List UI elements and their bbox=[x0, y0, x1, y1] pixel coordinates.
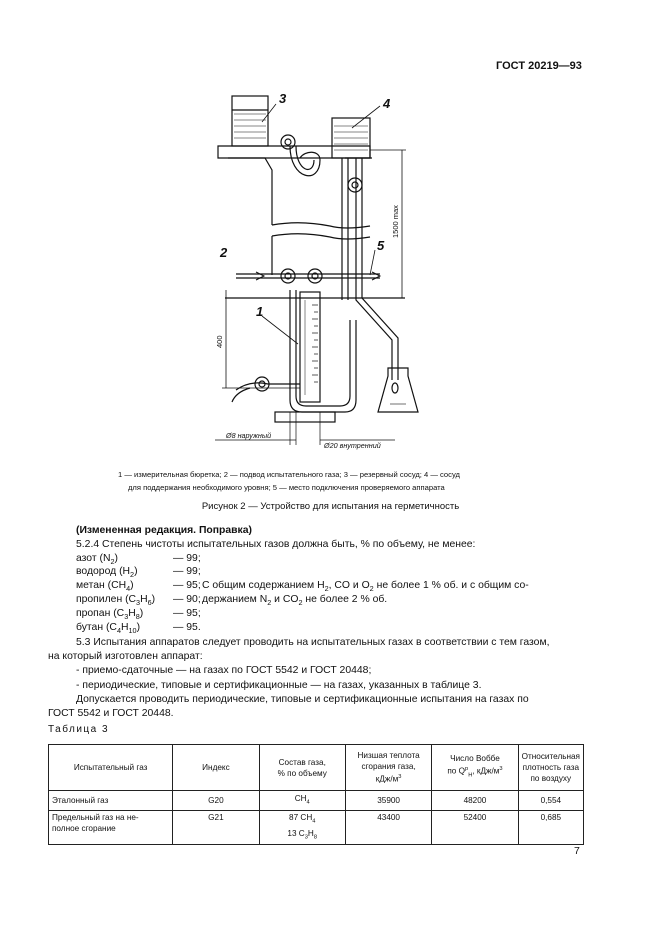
allowance-line-1: Допускается проводить периодические, типовые и сертификационные испытания на газах по bbox=[76, 694, 529, 705]
dimension-400: 400 bbox=[215, 335, 224, 348]
label-1: 1 bbox=[256, 304, 264, 319]
legend-line-1: 1 — измерительная бюретка; 2 — подвод испытательного газа; 3 — резервный сосуд; 4 — сосуд bbox=[118, 470, 460, 479]
gas-propylene-value: — 90; bbox=[173, 594, 201, 605]
list-item-periodic: - периодические, типовые и сертификационные — на газах, указанных в таблице 3. bbox=[76, 680, 482, 691]
standard-code: ГОСТ 20219—93 bbox=[496, 60, 582, 72]
label-3: 3 bbox=[279, 91, 287, 106]
cell-index: G20 bbox=[173, 791, 259, 811]
cell-composition: 87 $CH_4$ 13 $C_3H_8$ bbox=[259, 811, 345, 845]
cell-index: G21 bbox=[173, 811, 259, 845]
table-3 bbox=[48, 744, 584, 845]
figure-legend bbox=[118, 468, 538, 494]
gas-propane-value: — 95; bbox=[173, 608, 201, 619]
dimension-outer: Ø8 наружный bbox=[226, 431, 272, 440]
header-index: Индекс bbox=[173, 745, 259, 791]
page-number: 7 bbox=[574, 845, 580, 857]
allowance-line-2: ГОСТ 5542 и ГОСТ 20448. bbox=[48, 708, 174, 719]
paragraph-5-3-line-2: на который изготовлен аппарат: bbox=[48, 651, 203, 662]
dimension-1500: 1500 max bbox=[391, 205, 400, 238]
list-item-acceptance: - приемо-сдаточные — на газах по ГОСТ 5542 и ГОСТ 20448; bbox=[76, 665, 372, 676]
cell-gas: Эталонный газ bbox=[49, 791, 173, 811]
cell-wobbe: 52400 bbox=[432, 811, 518, 845]
label-4: 4 bbox=[383, 96, 391, 111]
gas-nitrogen-value: — 99; bbox=[173, 553, 201, 564]
table-header-row bbox=[49, 745, 584, 791]
gas-propylene: пропилен $(C_3H_6)$ bbox=[76, 594, 156, 608]
header-wobbe: Число Воббе по $Q^р_Н$, кДж/$м^3$ bbox=[432, 745, 518, 791]
cell-gas: Предельный газ на не- полное сгорание bbox=[49, 811, 173, 845]
table-row bbox=[49, 811, 584, 845]
gas-methane: метан $(CH_4)$ bbox=[76, 580, 134, 594]
dimension-inner: Ø20 внутренний bbox=[324, 441, 381, 450]
table-row bbox=[49, 791, 584, 811]
gas-nitrogen: азот $(N_2)$ bbox=[76, 553, 118, 567]
gas-hydrogen: водород $(H_2)$ bbox=[76, 566, 138, 580]
edition-note: (Измененная редакция. Поправка) bbox=[76, 525, 252, 536]
gas-methane-value: — 95; bbox=[173, 580, 201, 591]
label-2: 2 bbox=[220, 245, 228, 260]
gas-propane: пропан $(C_3H_8)$ bbox=[76, 608, 144, 622]
gas-butane: бутан $(C_4H_{10})$ bbox=[76, 622, 141, 636]
header-heat: Низшая теплота сгорания газа, кДж/$м^3$ bbox=[345, 745, 431, 791]
header-composition: Состав газа, % по объему bbox=[259, 745, 345, 791]
purity-note-line-2: держанием $N_2$ и $CO_2$ не более 2 % об. bbox=[202, 594, 388, 608]
gas-butane-value: — 95. bbox=[173, 622, 201, 633]
cell-heat: 35900 bbox=[345, 791, 431, 811]
header-density: Относительная плотность газа по воздуху bbox=[518, 745, 583, 791]
cell-composition: $CH_4$ bbox=[259, 791, 345, 811]
paragraph-5-3-line-1: 5.3 Испытания аппаратов следует проводить на испытательных газах в соответствии с тем газом, bbox=[76, 637, 550, 648]
gas-hydrogen-value: — 99; bbox=[173, 566, 201, 577]
legend-line-2: для поддержания необходимого уровня; 5 — место подключения проверяемого аппарата bbox=[128, 483, 445, 492]
cell-density: 0,685 bbox=[518, 811, 583, 845]
purity-note-line-1: С общим содержанием $H_2$, CO и $O_2$ не более 1 % об. и с общим со- bbox=[202, 580, 529, 594]
figure-title: Рисунок 2 — Устройство для испытания на герметичность bbox=[201, 501, 460, 512]
paragraph-5-2-4: 5.2.4 Степень чистоты испытательных газов должна быть, % по объему, не менее: bbox=[76, 539, 476, 550]
cell-density: 0,554 bbox=[518, 791, 583, 811]
cell-wobbe: 48200 bbox=[432, 791, 518, 811]
header-gas: Испытательный газ bbox=[49, 745, 173, 791]
table-title: Таблица 3 bbox=[48, 724, 110, 735]
cell-heat: 43400 bbox=[345, 811, 431, 845]
label-5: 5 bbox=[377, 238, 385, 253]
